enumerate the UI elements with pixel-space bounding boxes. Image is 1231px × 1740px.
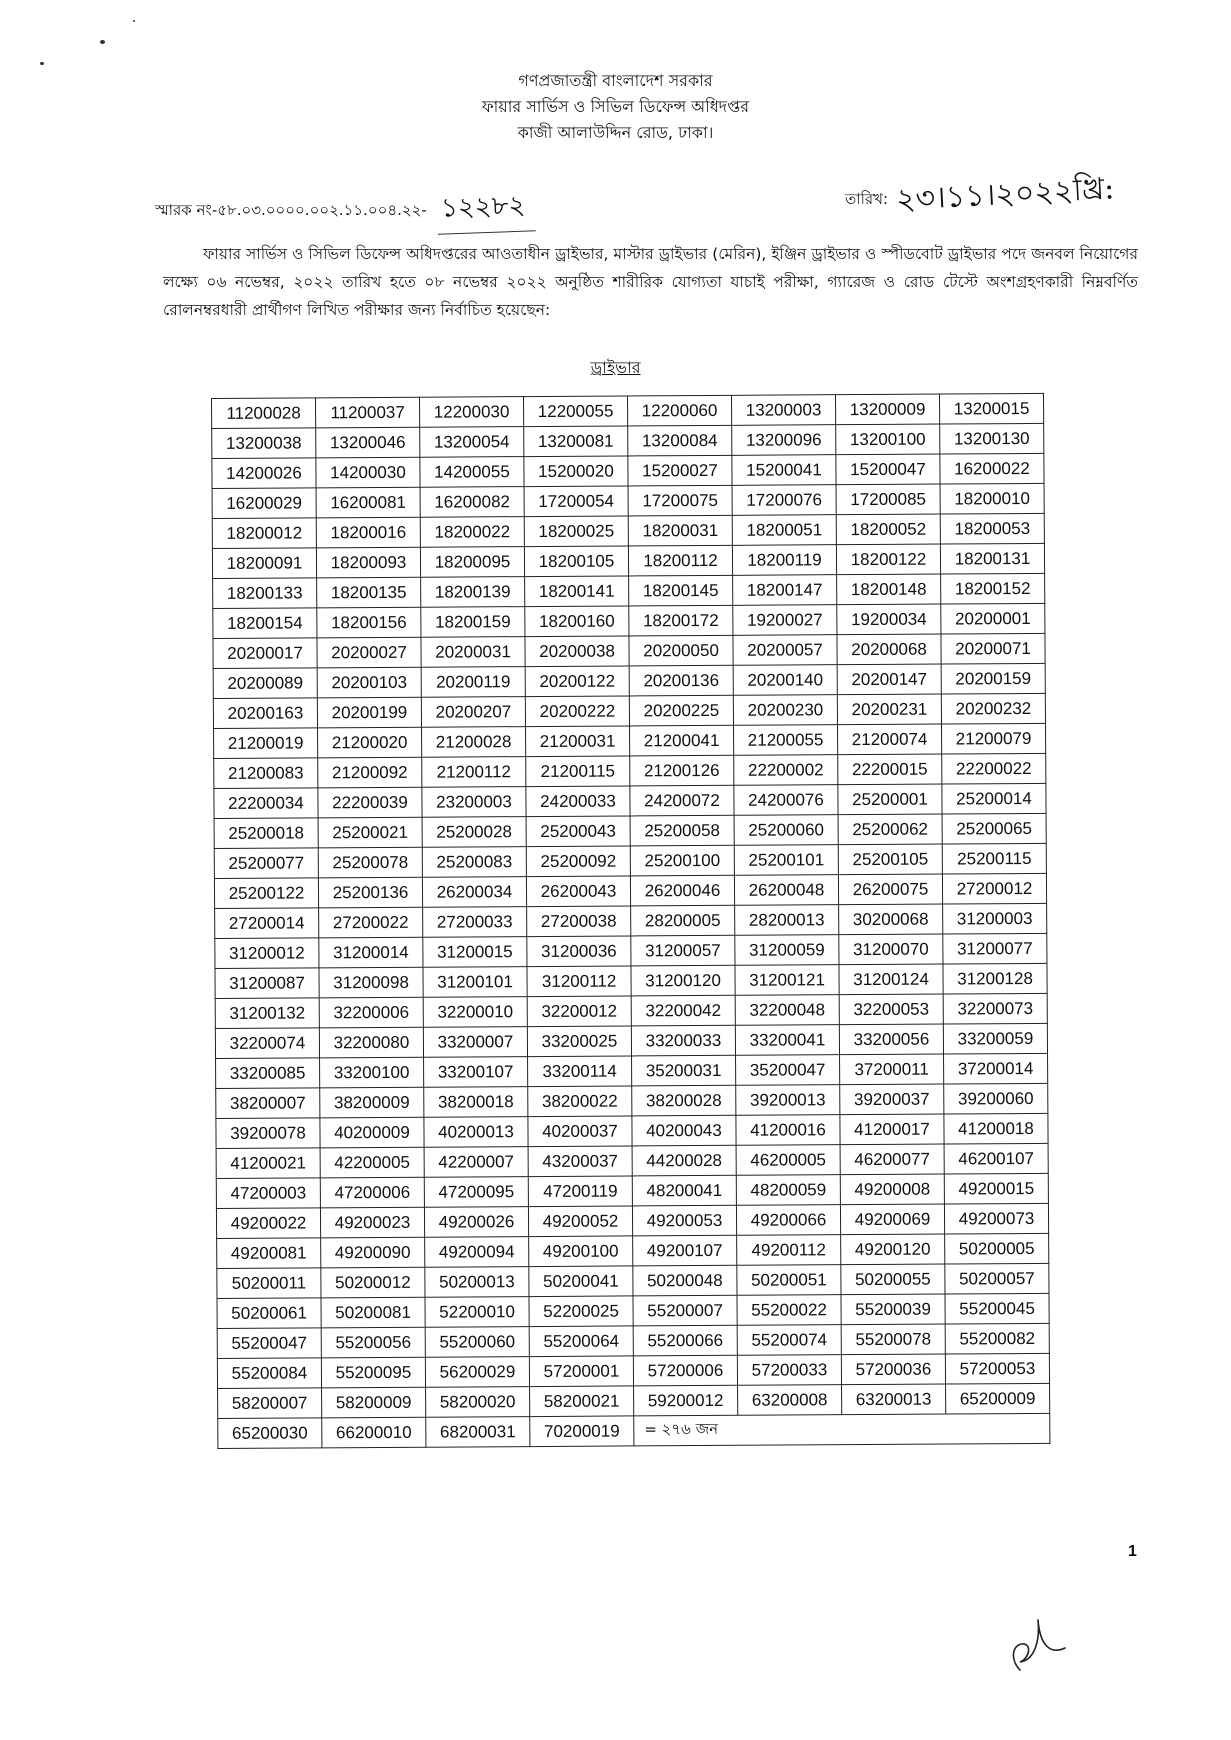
roll-number-cell: 59200012 xyxy=(634,1385,738,1416)
roll-number-cell: 33200056 xyxy=(839,1024,943,1055)
roll-number-cell: 50200061 xyxy=(217,1298,321,1329)
roll-number-cell: 27200012 xyxy=(942,873,1046,904)
roll-number-cell: 25200122 xyxy=(214,878,318,909)
roll-number-cell: 21200126 xyxy=(630,755,734,786)
roll-number-cell: 27200033 xyxy=(423,907,527,938)
roll-number-cell: 20200068 xyxy=(837,634,941,665)
memo-date xyxy=(845,170,1115,221)
roll-number-cell: 25200083 xyxy=(422,847,526,878)
roll-number-cell: 13200081 xyxy=(524,426,628,457)
roll-number-table xyxy=(211,393,1050,1449)
roll-number-cell: 55200078 xyxy=(841,1324,945,1355)
roll-number-cell: 27200038 xyxy=(527,906,631,937)
roll-number-cell: 50200011 xyxy=(217,1268,321,1299)
roll-number-cell: 25200028 xyxy=(422,817,526,848)
roll-number-cell: 47200119 xyxy=(528,1176,632,1207)
roll-number-cell: 46200005 xyxy=(736,1145,840,1176)
roll-number-cell: 52200025 xyxy=(529,1296,633,1327)
date-label: তারিখ: xyxy=(845,190,889,208)
roll-number-cell: 37200011 xyxy=(840,1054,944,1085)
roll-number-cell: 50200041 xyxy=(529,1266,633,1297)
memo-number-handwritten: ১২২৮২ xyxy=(436,184,536,234)
roll-number-cell: 25200136 xyxy=(318,877,422,908)
roll-number-cell: 20200001 xyxy=(941,603,1045,634)
roll-number-cell: 18200016 xyxy=(316,517,420,548)
roll-number-cell: 40200013 xyxy=(424,1117,528,1148)
roll-number-cell: 26200075 xyxy=(838,874,942,905)
roll-number-cell: 49200081 xyxy=(217,1238,321,1269)
roll-number-cell: 56200029 xyxy=(425,1357,529,1388)
roll-number-cell: 33200100 xyxy=(320,1057,424,1088)
roll-number-cell: 65200030 xyxy=(218,1418,322,1449)
roll-number-cell: 20200122 xyxy=(525,666,629,697)
roll-number-cell: 20200103 xyxy=(317,667,421,698)
roll-number-cell: 24200072 xyxy=(630,785,734,816)
roll-number-cell: 42200007 xyxy=(424,1147,528,1178)
letterhead xyxy=(0,68,1231,146)
roll-number-cell: 18200152 xyxy=(941,573,1045,604)
roll-number-cell: 31200101 xyxy=(423,967,527,998)
roll-number-cell: 57200006 xyxy=(633,1355,737,1386)
roll-number-cell: 41200018 xyxy=(944,1113,1048,1144)
roll-number-cell: 55200095 xyxy=(321,1357,425,1388)
roll-number-cell: 11200037 xyxy=(316,397,420,428)
roll-number-cell: 18200012 xyxy=(212,518,316,549)
roll-number-cell: 40200037 xyxy=(528,1116,632,1147)
roll-number-cell: 39200037 xyxy=(840,1084,944,1115)
roll-number-cell: 49200120 xyxy=(841,1234,945,1265)
roll-number-cell: 33200041 xyxy=(735,1025,839,1056)
roll-number-cell: 20200159 xyxy=(941,663,1045,694)
roll-number-cell: 31200057 xyxy=(631,935,735,966)
roll-number-cell: 25200014 xyxy=(942,783,1046,814)
roll-number-cell: 31200098 xyxy=(319,967,423,998)
roll-number-cell: 55200007 xyxy=(633,1295,737,1326)
roll-number-cell: 57200033 xyxy=(737,1355,841,1386)
roll-number-cell: 20200038 xyxy=(525,636,629,667)
roll-number-cell: 49200053 xyxy=(632,1205,736,1236)
roll-number-cell: 55200056 xyxy=(321,1327,425,1358)
roll-number-cell: 49200090 xyxy=(321,1237,425,1268)
roll-number-cell: 25200001 xyxy=(838,784,942,815)
roll-number-cell: 22200022 xyxy=(942,753,1046,784)
roll-number-cell: 47200095 xyxy=(424,1177,528,1208)
roll-number-cell: 49200066 xyxy=(736,1205,840,1236)
memo-label: স্মারক নং-৫৮.০৩.০০০০.০০২.১১.০০৪.২২- xyxy=(155,201,427,219)
roll-number-cell: 38200007 xyxy=(216,1088,320,1119)
roll-number-cell: 16200029 xyxy=(212,488,316,519)
roll-number-cell: 20200119 xyxy=(421,667,525,698)
roll-number-cell: 32200048 xyxy=(735,995,839,1026)
roll-number-cell: 57200001 xyxy=(529,1356,633,1387)
roll-number-cell: 18200148 xyxy=(837,574,941,605)
roll-number-cell: 18200147 xyxy=(733,575,837,606)
roll-number-cell: 55200047 xyxy=(217,1328,321,1359)
roll-number-cell: 13200009 xyxy=(835,394,939,425)
roll-number-cell: 49200023 xyxy=(320,1207,424,1238)
roll-number-cell: 33200059 xyxy=(943,1023,1047,1054)
roll-number-cell: 21200031 xyxy=(526,726,630,757)
roll-number-cell: 38200018 xyxy=(424,1087,528,1118)
roll-number-cell: 50200012 xyxy=(321,1267,425,1298)
roll-number-cell: 55200045 xyxy=(945,1293,1049,1324)
roll-number-cell: 55200022 xyxy=(737,1295,841,1326)
roll-number-cell: 22200015 xyxy=(838,754,942,785)
roll-number-cell: 25200077 xyxy=(214,848,318,879)
roll-number-cell: 50200055 xyxy=(841,1264,945,1295)
roll-number-cell: 17200075 xyxy=(628,485,732,516)
roll-number-cell: 65200009 xyxy=(946,1383,1050,1414)
roll-number-cell: 26200043 xyxy=(526,876,630,907)
roll-number-cell: 25200058 xyxy=(630,815,734,846)
roll-number-cell: 44200028 xyxy=(632,1145,736,1176)
roll-number-cell: 13200046 xyxy=(316,427,420,458)
roll-number-cell: 37200014 xyxy=(944,1053,1048,1084)
roll-number-cell: 47200006 xyxy=(320,1177,424,1208)
roll-number-cell: 18200053 xyxy=(940,513,1044,544)
roll-number-cell: 25200062 xyxy=(838,814,942,845)
roll-number-cell: 18200105 xyxy=(524,546,628,577)
scan-speck xyxy=(133,20,135,22)
roll-number-cell: 18200095 xyxy=(420,547,524,578)
roll-number-cell: 33200025 xyxy=(527,1026,631,1057)
roll-number-cell: 13200015 xyxy=(939,393,1043,424)
roll-number-cell: 58200009 xyxy=(322,1387,426,1418)
roll-number-cell: 50200013 xyxy=(425,1267,529,1298)
roll-number-cell: 49200022 xyxy=(216,1208,320,1239)
roll-number-cell: 12200030 xyxy=(419,397,523,428)
roll-number-cell: 26200046 xyxy=(630,875,734,906)
date-handwritten: ২৩।১১।২০২২খ্রি: xyxy=(895,171,1116,218)
roll-number-cell: 18200022 xyxy=(420,517,524,548)
roll-number-cell: 21200112 xyxy=(422,757,526,788)
roll-number-cell: 31200121 xyxy=(735,965,839,996)
roll-number-cell: 18200160 xyxy=(525,606,629,637)
roll-number-cell: 32200080 xyxy=(319,1027,423,1058)
roll-number-cell: 33200085 xyxy=(216,1058,320,1089)
roll-number-cell: 30200068 xyxy=(839,904,943,935)
scan-speck xyxy=(100,40,105,44)
roll-number-cell: 25200018 xyxy=(214,818,318,849)
roll-number-cell: 32200006 xyxy=(319,997,423,1028)
roll-number-cell: 11200028 xyxy=(212,398,316,429)
roll-number-cell: 49200052 xyxy=(528,1206,632,1237)
roll-number-cell: 31200120 xyxy=(631,965,735,996)
roll-number-cell: 20200232 xyxy=(941,693,1045,724)
roll-number-cell: 16200022 xyxy=(940,453,1044,484)
roll-number-cell: 15200020 xyxy=(524,456,628,487)
roll-number-cell: 31200015 xyxy=(423,937,527,968)
roll-number-cell: 31200059 xyxy=(735,935,839,966)
roll-number-cell: 13200130 xyxy=(940,423,1044,454)
roll-number-cell: 28200013 xyxy=(735,905,839,936)
roll-number-cell: 17200076 xyxy=(732,485,836,516)
roll-number-cell: 25200105 xyxy=(838,844,942,875)
roll-number-cell: 20200017 xyxy=(213,638,317,669)
roll-number-cell: 24200033 xyxy=(526,786,630,817)
roll-number-cell: 38200009 xyxy=(320,1087,424,1118)
roll-number-cell: 39200060 xyxy=(944,1083,1048,1114)
roll-number-cell: 15200027 xyxy=(628,455,732,486)
roll-number-cell: 63200013 xyxy=(842,1384,946,1415)
roll-number-cell: 70200019 xyxy=(530,1416,634,1447)
roll-number-cell: 20200163 xyxy=(213,698,317,729)
section-title: ড্রাইভার xyxy=(590,358,641,377)
roll-number-cell: 31200077 xyxy=(943,933,1047,964)
roll-number-cell: 57200053 xyxy=(945,1353,1049,1384)
roll-number-cell: 20200057 xyxy=(733,635,837,666)
roll-number-cell: 17200054 xyxy=(524,486,628,517)
roll-number-cell: 27200022 xyxy=(319,907,423,938)
roll-number-cell: 13200100 xyxy=(836,424,940,455)
roll-number-cell: 21200028 xyxy=(422,727,526,758)
roll-number-cell: 57200036 xyxy=(841,1354,945,1385)
roll-number-cell: 31200128 xyxy=(943,963,1047,994)
roll-number-cell: 20200222 xyxy=(525,696,629,727)
roll-number-cell: 31200087 xyxy=(215,968,319,999)
roll-number-cell: 20200136 xyxy=(629,665,733,696)
roll-number-cell: 55200066 xyxy=(633,1325,737,1356)
notice-paragraph: ফায়ার সার্ভিস ও সিভিল ডিফেন্স অধিদপ্তরের আওতাধীন ড্রাইভার, মাস্টার ড্রাইভার (মেরিন), ইঞ্জিন ড্রাইভার ও স্পীডবোট ড্রাইভার পদে জনবল নিয়োগের লক্ষ্যে ০৬ নভেম্বর, ২০২২ তারিখ হতে ০৮ নভেম্বর ২০২২ অনুষ্ঠিত শারীরিক যোগ্যতা যাচাই পরীক্ষা, গ্যারেজ ও রোড টেস্টে অংশগ্রহণকারী নিম্নবর্ণিত রোলনম্বরধারী প্রার্থীগণ লিখিত পরীক্ষার জন্য নির্বাচিত হয়েছেন: xyxy=(163,245,1138,319)
roll-number-cell: 25200101 xyxy=(734,845,838,876)
roll-number-cell: 20200199 xyxy=(317,697,421,728)
roll-number-cell: 39200013 xyxy=(736,1085,840,1116)
roll-number-cell: 18200154 xyxy=(213,608,317,639)
roll-number-cell: 26200034 xyxy=(422,877,526,908)
roll-number-cell: 38200022 xyxy=(528,1086,632,1117)
roll-number-cell: 50200048 xyxy=(633,1265,737,1296)
roll-number-cell: 25200115 xyxy=(942,843,1046,874)
roll-number-cell: 41200017 xyxy=(840,1114,944,1145)
roll-number-cell: 14200055 xyxy=(420,457,524,488)
roll-number-cell: 25200043 xyxy=(526,816,630,847)
roll-number-cell: 16200082 xyxy=(420,487,524,518)
roll-number-cell: 55200039 xyxy=(841,1294,945,1325)
roll-number-cell: 55200060 xyxy=(425,1327,529,1358)
roll-number-cell: 58200020 xyxy=(426,1387,530,1418)
roll-number-cell: 26200048 xyxy=(734,875,838,906)
roll-number-cell: 14200026 xyxy=(212,458,316,489)
roll-number-cell: 21200083 xyxy=(214,758,318,789)
roll-number-cell: 49200026 xyxy=(424,1207,528,1238)
roll-number-cell: 18200172 xyxy=(629,605,733,636)
roll-number-cell: 18200122 xyxy=(836,544,940,575)
roll-number-cell: 50200051 xyxy=(737,1265,841,1296)
roll-number-cell: 48200041 xyxy=(632,1175,736,1206)
roll-number-cell: 50200005 xyxy=(945,1233,1049,1264)
roll-number-cell: 21200079 xyxy=(942,723,1046,754)
roll-number-cell: 48200059 xyxy=(736,1175,840,1206)
roll-number-cell: 32200010 xyxy=(423,997,527,1028)
roll-number-cell: 20200140 xyxy=(733,665,837,696)
roll-number-cell: 33200033 xyxy=(631,1025,735,1056)
page-number: 1 xyxy=(1128,1543,1137,1560)
roll-number-cell: 49200073 xyxy=(944,1203,1048,1234)
roll-number-cell: 49200107 xyxy=(633,1235,737,1266)
roll-number-cell: 50200081 xyxy=(321,1297,425,1328)
roll-number-cell: 32200053 xyxy=(839,994,943,1025)
roll-number-cell: 20200031 xyxy=(421,637,525,668)
roll-number-cell: 68200031 xyxy=(426,1417,530,1448)
roll-number-cell: 25200021 xyxy=(318,817,422,848)
roll-number-cell: 13200084 xyxy=(628,425,732,456)
roll-number-cell: 50200057 xyxy=(945,1263,1049,1294)
table-row-last xyxy=(218,1413,1050,1448)
roll-number-cell: 21200020 xyxy=(318,727,422,758)
roll-number-cell: 13200038 xyxy=(212,428,316,459)
roll-number-cell: 27200014 xyxy=(215,908,319,939)
roll-number-cell: 39200078 xyxy=(216,1118,320,1149)
roll-number-cell: 18200031 xyxy=(628,515,732,546)
roll-number-cell: 15200041 xyxy=(732,455,836,486)
roll-number-cell: 32200042 xyxy=(631,995,735,1026)
roll-number-cell: 18200051 xyxy=(732,515,836,546)
roll-number-cell: 22200034 xyxy=(214,788,318,819)
roll-number-cell: 25200092 xyxy=(526,846,630,877)
roll-number-cell: 33200107 xyxy=(424,1057,528,1088)
roll-number-cell: 49200094 xyxy=(425,1237,529,1268)
roll-number-cell: 18200133 xyxy=(213,578,317,609)
roll-number-cell: 24200076 xyxy=(734,785,838,816)
roll-number-cell: 58200007 xyxy=(218,1388,322,1419)
roll-number-cell: 63200008 xyxy=(738,1385,842,1416)
roll-number-cell: 18200139 xyxy=(421,577,525,608)
roll-number-cell: 40200043 xyxy=(632,1115,736,1146)
roll-number-cell: 18200131 xyxy=(940,543,1044,574)
roll-number-cell: 20200225 xyxy=(629,695,733,726)
roll-number-cell: 42200005 xyxy=(320,1147,424,1178)
roll-number-cell: 46200107 xyxy=(944,1143,1048,1174)
roll-number-cell: 35200031 xyxy=(632,1055,736,1086)
roll-number-cell: 18200052 xyxy=(836,514,940,545)
memo-reference xyxy=(155,186,535,233)
roll-number-cell: 55200082 xyxy=(945,1323,1049,1354)
roll-number-cell: 58200021 xyxy=(530,1386,634,1417)
roll-number-cell: 18200156 xyxy=(317,607,421,638)
roll-number-cell: 18200145 xyxy=(629,575,733,606)
roll-number-cell: 32200012 xyxy=(527,996,631,1027)
roll-number-cell: 33200114 xyxy=(528,1056,632,1087)
roll-number-cell: 31200132 xyxy=(215,998,319,1029)
roll-number-cell: 49200100 xyxy=(529,1236,633,1267)
roll-number-cell: 14200030 xyxy=(316,457,420,488)
scan-speck xyxy=(40,62,44,65)
roll-number-cell: 31200014 xyxy=(319,937,423,968)
roll-number-cell: 35200047 xyxy=(736,1055,840,1086)
roll-number-cell: 40200009 xyxy=(320,1117,424,1148)
roll-number-cell: 13200096 xyxy=(732,425,836,456)
roll-number-cell: 25200060 xyxy=(734,815,838,846)
roll-number-cell: 21200092 xyxy=(318,757,422,788)
roll-number-cell: 18200135 xyxy=(317,577,421,608)
roll-number-cell: 20200207 xyxy=(421,697,525,728)
roll-number-cell: 18200093 xyxy=(316,547,420,578)
roll-number-cell: 20200050 xyxy=(629,635,733,666)
roll-number-cell: 41200021 xyxy=(216,1148,320,1179)
roll-number-cell: 38200028 xyxy=(632,1085,736,1116)
roll-number-cell: 33200007 xyxy=(423,1027,527,1058)
roll-number-cell: 22200039 xyxy=(318,787,422,818)
roll-number-cell: 17200085 xyxy=(836,484,940,515)
roll-number-cell: 13200003 xyxy=(731,395,835,426)
government-name: গণপ্রজাতন্ত্রী বাংলাদেশ সরকার xyxy=(518,71,713,90)
roll-number-cell: 49200069 xyxy=(840,1204,944,1235)
roll-number-cell: 31200124 xyxy=(839,964,943,995)
office-address: কাজী আলাউদ্দিন রোড, ঢাকা। xyxy=(517,123,714,142)
roll-number-cell: 47200003 xyxy=(216,1178,320,1209)
roll-number-cell: 52200010 xyxy=(425,1297,529,1328)
roll-number-cell: 20200230 xyxy=(733,695,837,726)
roll-number-cell: 25200078 xyxy=(318,847,422,878)
roll-number-cell: 55200074 xyxy=(737,1325,841,1356)
roll-number-cell: 21200115 xyxy=(526,756,630,787)
memo-row xyxy=(155,171,1155,224)
roll-number-cell: 46200077 xyxy=(840,1144,944,1175)
roll-number-cell: 18200091 xyxy=(212,548,316,579)
roll-number-cell: 32200074 xyxy=(215,1028,319,1059)
roll-number-cell: 25200100 xyxy=(630,845,734,876)
roll-number-cell: 49200015 xyxy=(944,1173,1048,1204)
roll-number-cell: 43200037 xyxy=(528,1146,632,1177)
roll-number-cell: 55200084 xyxy=(217,1358,321,1389)
roll-number-cell: 20200147 xyxy=(837,664,941,695)
roll-number-cell: 41200016 xyxy=(736,1115,840,1146)
roll-number-cell: 19200034 xyxy=(837,604,941,635)
roll-number-cell: 21200074 xyxy=(838,724,942,755)
roll-number-cell: 18200025 xyxy=(524,516,628,547)
roll-number-cell: 21200055 xyxy=(734,725,838,756)
roll-number-cell: 31200112 xyxy=(527,966,631,997)
department-name: ফায়ার সার্ভিস ও সিভিল ডিফেন্স অধিদপ্তর xyxy=(481,97,750,116)
roll-number-cell: 18200159 xyxy=(421,607,525,638)
roll-number-cell: 55200064 xyxy=(529,1326,633,1357)
roll-number-cell: 20200071 xyxy=(941,633,1045,664)
roll-number-cell: 23200003 xyxy=(422,787,526,818)
roll-number-cell: 31200003 xyxy=(943,903,1047,934)
roll-number-cell: 21200019 xyxy=(214,728,318,759)
total-count: = ২৭৬ জন xyxy=(634,1413,1050,1446)
roll-number-cell: 25200065 xyxy=(942,813,1046,844)
signature-mark xyxy=(990,1600,1070,1680)
roll-number-cell: 12200060 xyxy=(627,395,731,426)
roll-number-cell: 18200119 xyxy=(732,545,836,576)
roll-number-cell: 18200010 xyxy=(940,483,1044,514)
roll-number-cell: 20200089 xyxy=(213,668,317,699)
roll-number-cell: 12200055 xyxy=(523,396,627,427)
roll-number-cell: 49200008 xyxy=(840,1174,944,1205)
roll-number-cell: 28200005 xyxy=(631,905,735,936)
roll-number-cell: 19200027 xyxy=(733,605,837,636)
roll-number-cell: 20200231 xyxy=(837,694,941,725)
roll-number-cell: 18200141 xyxy=(525,576,629,607)
roll-number-cell: 20200027 xyxy=(317,637,421,668)
roll-number-cell: 16200081 xyxy=(316,487,420,518)
roll-number-cell: 31200036 xyxy=(527,936,631,967)
roll-number-cell: 31200012 xyxy=(215,938,319,969)
roll-number-cell: 13200054 xyxy=(420,427,524,458)
roll-number-cell: 15200047 xyxy=(836,454,940,485)
roll-number-cell: 18200112 xyxy=(628,545,732,576)
roll-number-cell: 31200070 xyxy=(839,934,943,965)
roll-number-cell: 21200041 xyxy=(630,725,734,756)
roll-number-cell: 22200002 xyxy=(734,755,838,786)
roll-number-cell: 66200010 xyxy=(322,1417,426,1448)
roll-number-cell: 32200073 xyxy=(943,993,1047,1024)
roll-number-cell: 49200112 xyxy=(737,1235,841,1266)
